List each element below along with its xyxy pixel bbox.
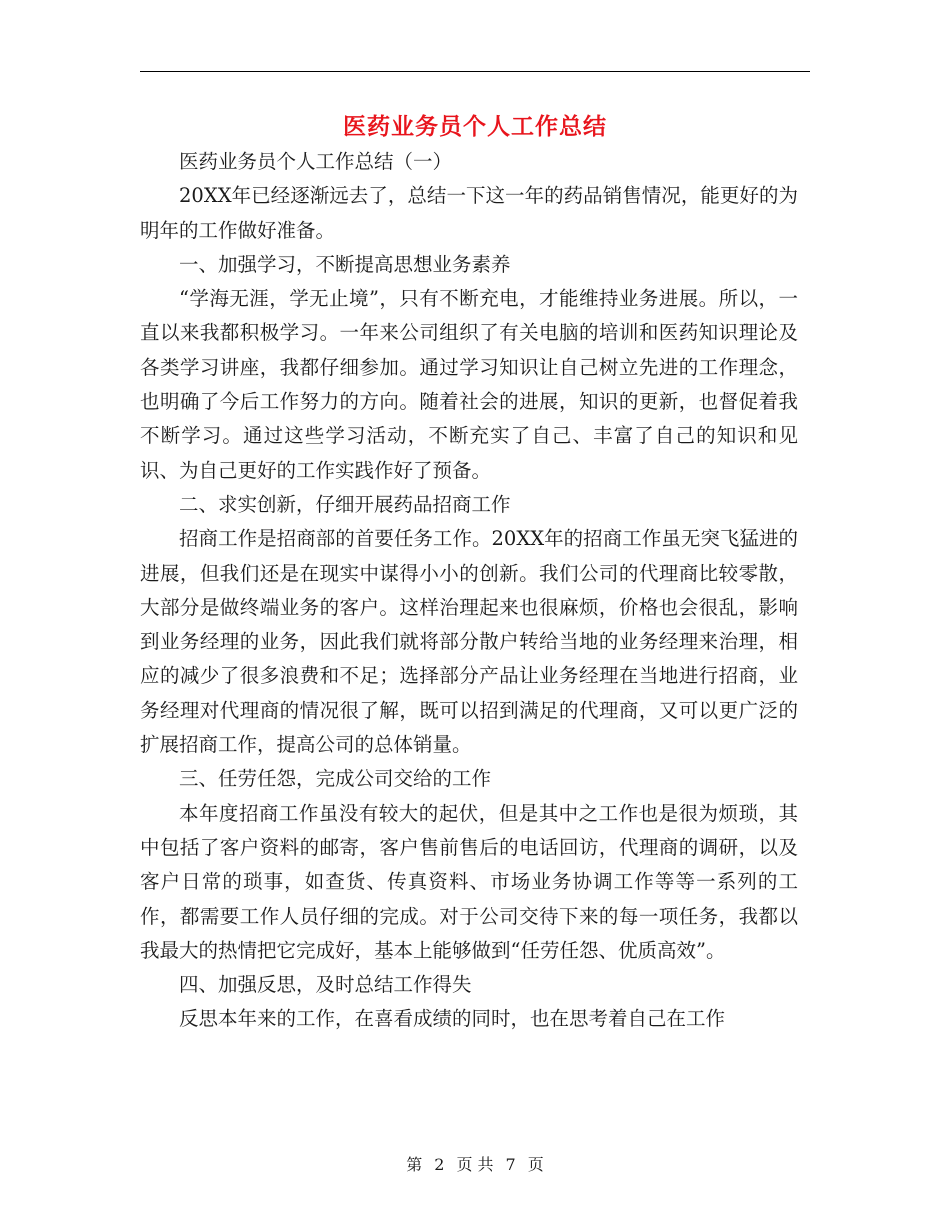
footer-middle: 页 共 [456, 1155, 494, 1174]
document-title: 医药业务员个人工作总结 [343, 113, 607, 140]
paragraph-section-4: 反思本年来的工作，在喜看成绩的同时，也在思考着自己在工作 [179, 1007, 726, 1031]
paragraph-section-3: 本年度招商工作虽没有较大的起伏，但是其中之工作也是很为烦琐，其中包括了客户资料的邮寄，客户售前售后的电话回访，代理商的调研，以及客户日常的琐事，如查货、传真资料、市场业务协调工作等等一系列的工作，都需要工作人员仔细的完成。对于公司交待下来的每一项任务，我都以我最大的热情把它完成好，基本上能够做到“任劳任怨、优质高效”。 [140, 801, 798, 962]
footer-total-pages: 7 [505, 1155, 516, 1174]
footer-page-number: 2 [434, 1155, 445, 1174]
section-heading-3: 三、任劳任怨，完成公司交给的工作 [179, 767, 492, 791]
section-heading-2: 二、求实创新，仔细开展药品招商工作 [179, 492, 511, 516]
paragraph-section-1: “学海无涯，学无止境”，只有不断充电，才能维持业务进展。所以，一直以来我都积极学习。一年来公司组织了有关电脑的培训和医药知识理论及各类学习讲座，我都仔细参加。通过学习知识让自己树立先进的工作理念，也明确了今后工作努力的方向。随着社会的进展，知识的更新，也督促着我不断学习。通过这些学习活动，不断充实了自己、丰富了自己的知识和见识、为自己更好的工作实践作好了预备。 [140, 287, 798, 482]
page-footer [140, 1152, 810, 1175]
paragraph-intro: 20XX年已经逐渐远去了，总结一下这一年的药品销售情况，能更好的为明年的工作做好准备。 [140, 184, 798, 242]
footer-suffix: 页 [527, 1155, 544, 1174]
footer-prefix: 第 [406, 1155, 423, 1174]
header-rule [140, 71, 810, 72]
section-heading-4: 四、加强反思，及时总结工作得失 [179, 973, 472, 997]
document-body [140, 145, 798, 1037]
section-heading-1: 一、加强学习，不断提高思想业务素养 [179, 252, 511, 276]
paragraph-subtitle: 医药业务员个人工作总结（一） [179, 150, 453, 173]
paragraph-section-2: 招商工作是招商部的首要任务工作。20XX年的招商工作虽无突飞猛进的进展，但我们还是在现实中谋得小小的创新。我们公司的代理商比较零散，大部分是做终端业务的客户。这样治理起来也很麻烦，价格也会很乱，影响到业务经理的业务，因此我们就将部分散户转给当地的业务经理来治理，相应的减少了很多浪费和不足；选择部分产品让业务经理在当地进行招商，业务经理对代理商的情况很了解，既可以招到满足的代理商，又可以更广泛的扩展招商工作，提高公司的总体销量。 [140, 527, 798, 757]
